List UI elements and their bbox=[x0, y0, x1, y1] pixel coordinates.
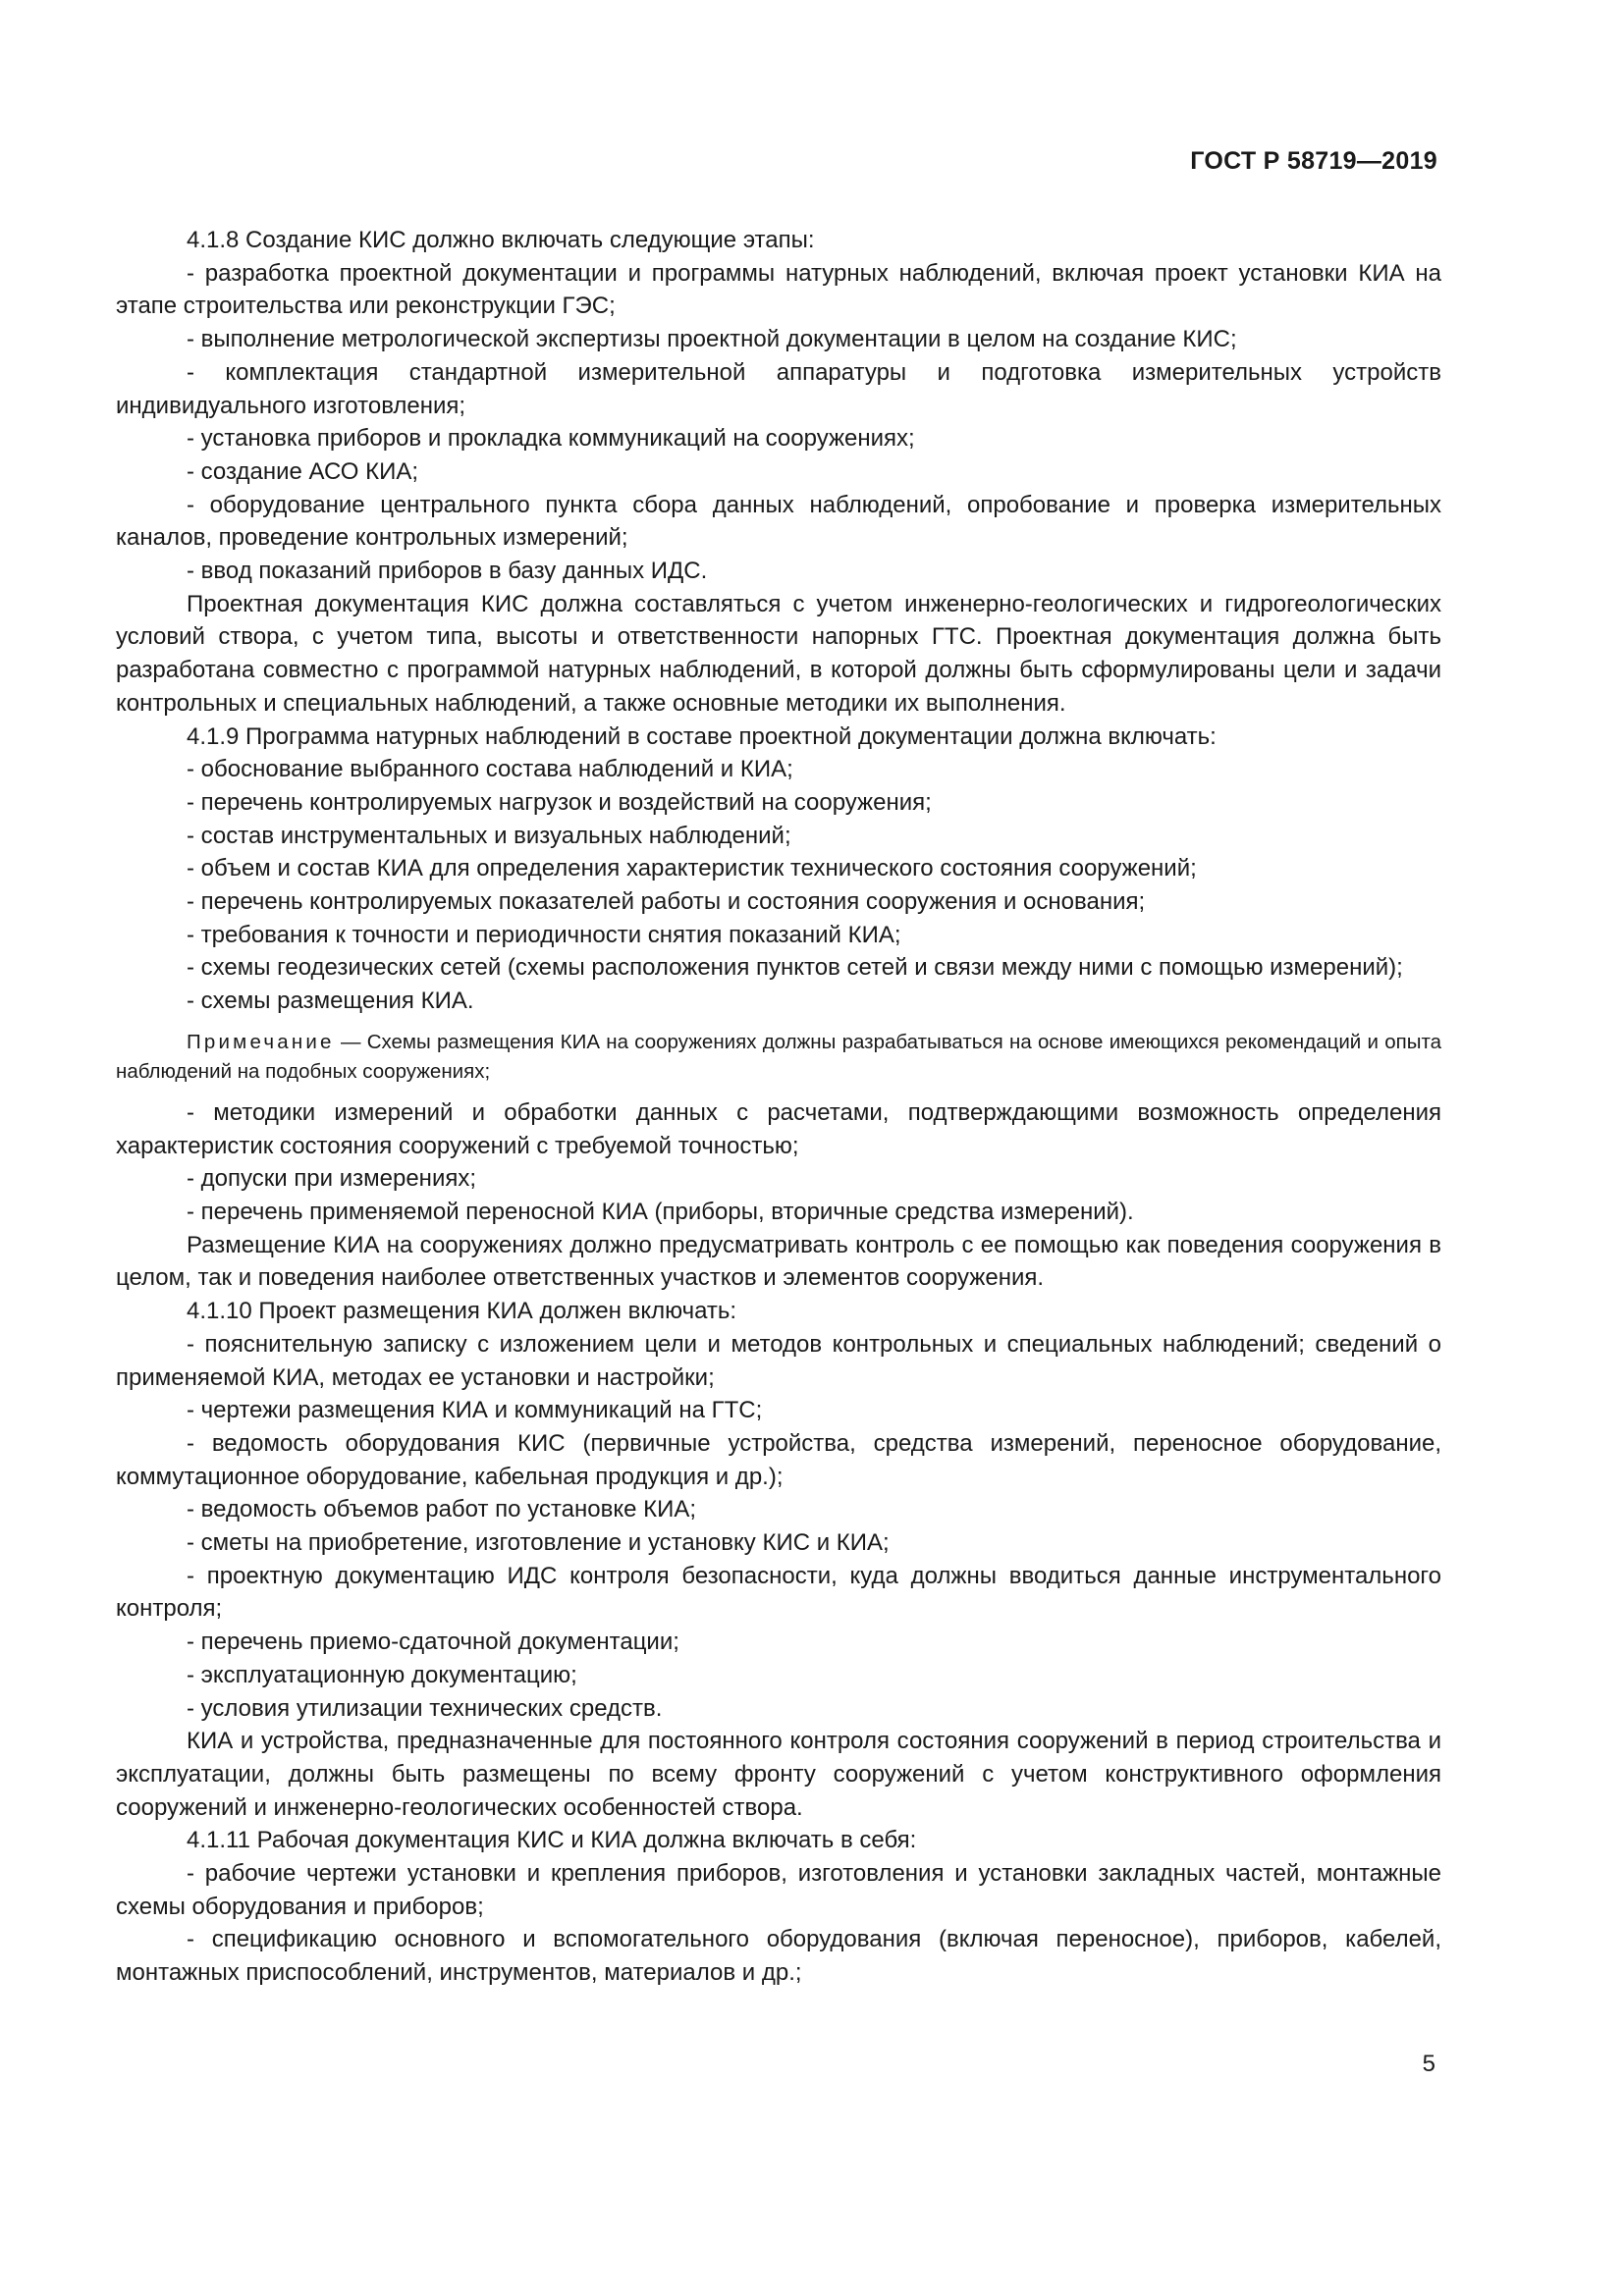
list-item: - оборудование центрального пункта сбора данных наблюдений, опробование и проверка измерительных каналов, проведение контрольных измерений; bbox=[116, 491, 1441, 552]
list-item: - схемы размещения КИА. bbox=[187, 988, 474, 1015]
list-item: - обоснование выбранного состава наблюдений и КИА; bbox=[187, 756, 793, 783]
list-item: - объем и состав КИА для определения характеристик технического состояния сооружений; bbox=[187, 855, 1197, 882]
list-item: - рабочие чертежи установки и крепления приборов, изготовления и установки закладных частей, монтажные схемы оборудования и приборов; bbox=[116, 1860, 1441, 1920]
list-item: - выполнение метрологической экспертизы проектной документации в целом на создание КИС; bbox=[187, 326, 1237, 353]
list-item: - эксплуатационную документацию; bbox=[187, 1661, 577, 1688]
section-4-1-10-heading: 4.1.10 Проект размещения КИА должен включать: bbox=[187, 1298, 737, 1325]
list-item: - спецификацию основного и вспомогательного оборудования (включая переносное), приборов, кабелей, монтажных приспособлений, инструментов, материалов и др.; bbox=[116, 1926, 1441, 1987]
note-label: Примечание bbox=[187, 1030, 335, 1053]
list-item: - допуски при измерениях; bbox=[187, 1165, 477, 1193]
list-item: - ведомость объемов работ по установке КИА; bbox=[187, 1496, 697, 1523]
list-item: - разработка проектной документации и программы натурных наблюдений, включая проект установки КИА на этапе строительства или реконструкции ГЭС; bbox=[116, 259, 1441, 320]
list-item: - схемы геодезических сетей (схемы расположения пунктов сетей и связи между ними с помощью измерений); bbox=[187, 954, 1403, 982]
list-item: - перечень приемо-сдаточной документации; bbox=[187, 1629, 679, 1656]
list-item: - перечень контролируемых нагрузок и воздействий на сооружения; bbox=[187, 788, 932, 816]
list-item: - чертежи размещения КИА и коммуникаций на ГТС; bbox=[187, 1397, 763, 1424]
note-block bbox=[116, 1028, 1441, 1087]
section-4-1-8-heading: 4.1.8 Создание КИС должно включать следующие этапы: bbox=[187, 227, 815, 253]
paragraph: Проектная документация КИС должна составляться с учетом инженерно-геологических и гидрогеологических условий створа, с учетом типа, высоты и ответственности напорных ГТС. Проектная документация должна быть разработана совместно с программой натурных наблюдений, в которой должны быть сформулированы цели и задачи контрольных и специальных наблюдений, а также основные методики их выполнения. bbox=[116, 590, 1441, 717]
list-item: - перечень контролируемых показателей работы и состояния сооружения и основания; bbox=[187, 888, 1146, 916]
list-item: - комплектация стандартной измерительной аппаратуры и подготовка измерительных устройств индивидуального изготовления; bbox=[116, 358, 1441, 419]
list-item: - пояснительную записку с изложением цели и методов контрольных и специальных наблюдений; сведений о применяемой КИА, методах ее установки и настройки; bbox=[116, 1330, 1441, 1391]
list-item: - состав инструментальных и визуальных наблюдений; bbox=[187, 822, 791, 849]
section-4-1-9-heading: 4.1.9 Программа натурных наблюдений в составе проектной документации должна включать: bbox=[187, 722, 1217, 750]
list-item: - установка приборов и прокладка коммуникаций на сооружениях; bbox=[187, 425, 915, 453]
list-item: - перечень применяемой переносной КИА (приборы, вторичные средства измерений). bbox=[187, 1198, 1134, 1225]
list-item: - проектную документацию ИДС контроля безопасности, куда должны вводиться данные инструментального контроля; bbox=[116, 1562, 1441, 1623]
section-4-1-11-heading: 4.1.11 Рабочая документация КИС и КИА должна включать в себя: bbox=[187, 1827, 917, 1854]
list-item: - сметы на приобретение, изготовление и установку КИС и КИА; bbox=[187, 1529, 890, 1557]
note-text: — Схемы размещения КИА на сооружениях должны разрабатываться на основе имеющихся рекомендаций и опыта наблюдений на подобных сооружениях; bbox=[116, 1030, 1441, 1083]
list-item: - ввод показаний приборов в базу данных ИДС. bbox=[187, 558, 708, 585]
list-item: - методики измерений и обработки данных с расчетами, подтверждающими возможность определения характеристик состояния сооружений с требуемой точностью; bbox=[116, 1098, 1441, 1159]
list-item: - условия утилизации технических средств. bbox=[187, 1694, 663, 1722]
paragraph: Размещение КИА на сооружениях должно предусматривать контроль с ее помощью как поведения сооружения в целом, так и поведения наиболее ответственных участков и элементов сооружения. bbox=[116, 1231, 1441, 1292]
list-item: - требования к точности и периодичности снятия показаний КИА; bbox=[187, 921, 901, 948]
document-body bbox=[116, 224, 1441, 1990]
document-header-standard: ГОСТ Р 58719—2019 bbox=[1190, 147, 1437, 175]
list-item: - ведомость оборудования КИС (первичные устройства, средства измерений, переносное оборудование, коммутационное оборудование, кабельная продукция и др.); bbox=[116, 1429, 1441, 1490]
page-number: 5 bbox=[1422, 2051, 1435, 2077]
paragraph: КИА и устройства, предназначенные для постоянного контроля состояния сооружений в период строительства и эксплуатации, должны быть размещены по всему фронту сооружений с учетом конструктивного оформления сооружений и инженерно-геологических особенностей створа. bbox=[116, 1728, 1441, 1821]
list-item: - создание АСО КИА; bbox=[187, 457, 419, 485]
